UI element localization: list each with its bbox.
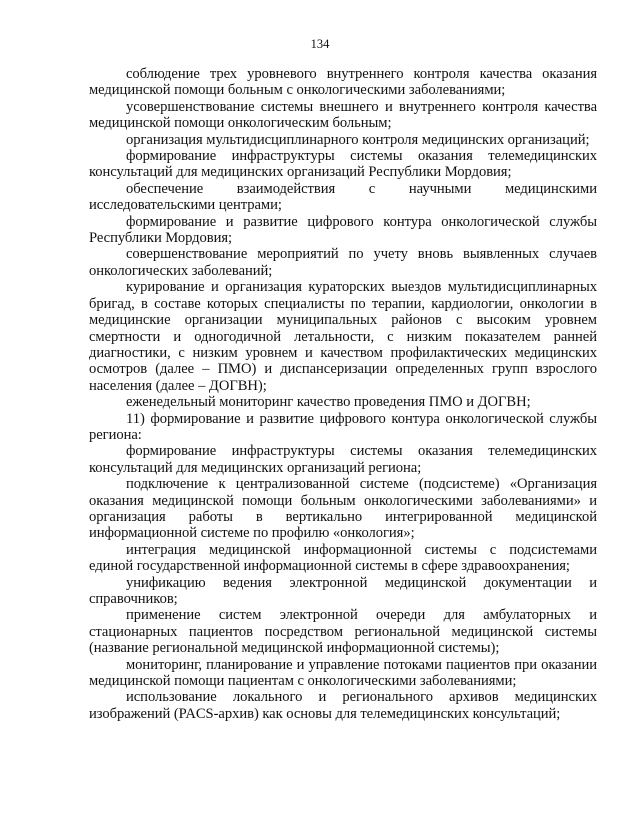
paragraph-weekly-monitoring: еженедельный мониторинг качество проведения ПМО и ДОГВН; (126, 394, 531, 411)
paragraph-curator-visits: курирование и организация кураторских выездов мультидисциплинарных бригад, в составе которых специалисты по терапии, кардиологии, онкологии в медицинские организации муниципальных районов с высоким уровнем смертности и одногодичной летальности, с низким показателем ранней диагностики, с низким уровнем и качеством профилактических медицинских осмотров (далее – ПМО) и диспансеризации определенных групп взрослого населения (далее – ДОГВН); (89, 279, 597, 394)
paragraph-document-unification: унификацию ведения электронной медицинской документации и справочников; (89, 574, 597, 607)
paragraph-patient-flow: мониторинг, планирование и управление потоками пациентов при оказании медицинской помощи пациентам с онкологическими заболеваниями; (89, 656, 597, 690)
paragraph-item-11-heading: 11) формирование и развитие цифрового контура онкологической службы региона: (89, 410, 597, 443)
paragraph-pacs-archive: использование локального и регионального архивов медицинских изображений (PACS-архив) как основы для телемедицинских консультаций; (89, 689, 597, 722)
paragraph-digital-contour-mordovia: формирование и развитие цифрового контура онкологической службы Республики Мордовия; (89, 213, 597, 247)
paragraph-quality-control: соблюдение трех уровневого внутреннего контроля качества оказания медицинской помощи больным с онкологическими заболеваниями; (89, 66, 597, 99)
paragraph-egisz-integration: интеграция медицинской информационной системы с подсистемами единой государственной информационной системы в сфере здравоохранения; (89, 541, 597, 575)
paragraph-centralized-system: подключение к централизованной системе (подсистеме) «Организация оказания медицинской помощи больным онкологическими заболеваниями» и организация работы в вертикально интегрированной медицинской информационной системе по профилю «онкология»; (89, 476, 597, 542)
paragraph-multidisciplinary-control: организация мультидисциплинарного контроля медицинских организаций; (126, 131, 590, 148)
paragraph-electronic-queue: применение систем электронной очереди для амбулаторных и стационарных пациентов посредством региональной медицинской системы (название региональной медицинской информационной системы); (89, 607, 597, 657)
paragraph-research-centers: обеспечение взаимодействия с научными медицинскими исследовательскими центрами; (89, 180, 597, 214)
body-text (89, 66, 597, 722)
paragraph-case-registration: совершенствование мероприятий по учету вновь выявленных случаев онкологических заболеваний; (89, 246, 597, 279)
page-number: 134 (310, 37, 330, 51)
paragraph-telemedicine-mordovia: формирование инфраструктуры системы оказания телемедицинских консультаций для медицинских организаций Республики Мордовия; (89, 148, 597, 181)
paragraph-telemedicine-region: формирование инфраструктуры системы оказания телемедицинских консультаций для медицинских организаций региона; (89, 443, 597, 476)
paragraph-control-improvement: усовершенствование системы внешнего и внутреннего контроля качества медицинской помощи онкологическим больным; (89, 98, 597, 132)
